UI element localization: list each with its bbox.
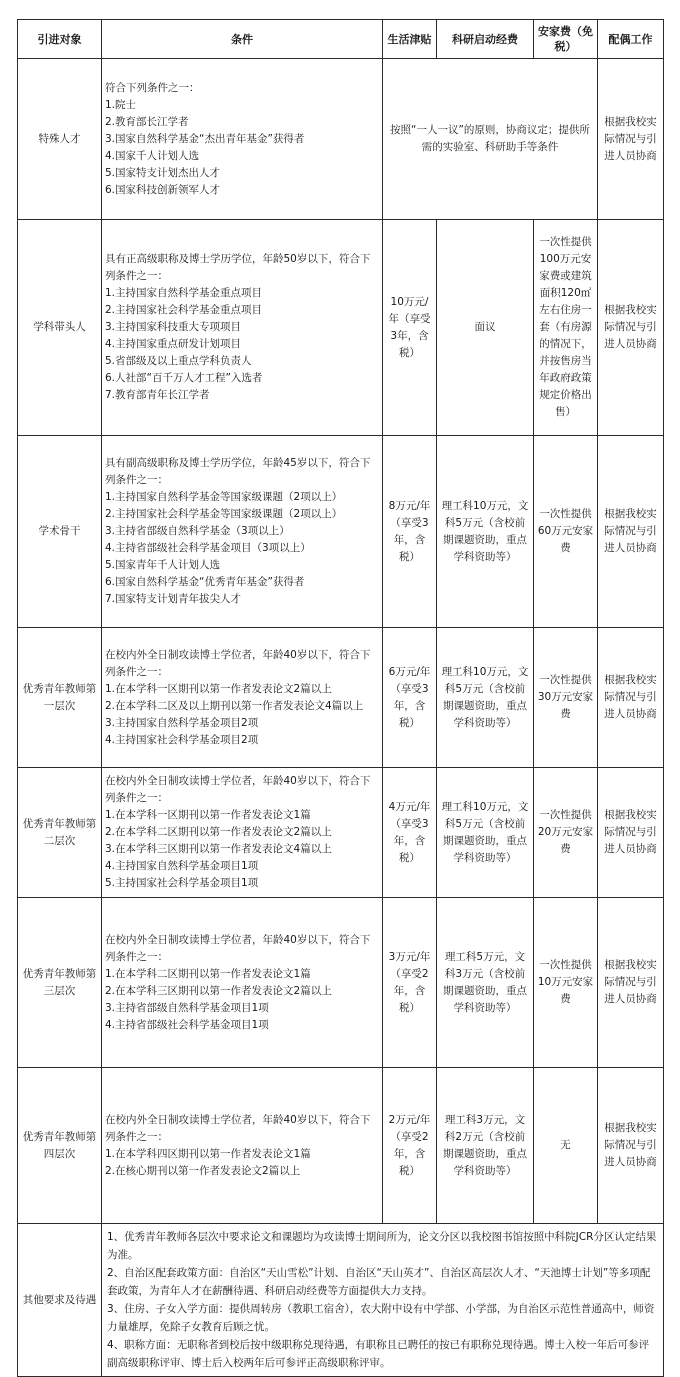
condition-item: 2.在本学科三区期刊以第一作者发表论文2篇以上 <box>105 984 332 997</box>
row-condition <box>102 628 383 768</box>
row-condition <box>102 1068 383 1224</box>
header-funding: 科研启动经费 <box>437 20 534 59</box>
row-target: 学科带头人 <box>18 220 102 436</box>
row-spouse: 根据我校实际情况与引进人员协商 <box>598 898 664 1068</box>
row-condition <box>102 768 383 898</box>
table-row <box>18 1224 664 1377</box>
row-spouse: 根据我校实际情况与引进人员协商 <box>598 220 664 436</box>
condition-item: 1.主持国家自然科学基金重点项目 <box>105 287 263 299</box>
header-condition: 条件 <box>102 20 383 59</box>
row-target: 特殊人才 <box>18 59 102 220</box>
condition-item: 1.主持国家自然科学基金等国家级课题（2项以上） <box>105 491 343 503</box>
condition-item: 3.主持省部级自然科学基金（3项以上） <box>105 525 290 537</box>
header-spouse: 配偶工作 <box>598 20 664 59</box>
condition-item: 1.在本学科一区期刊以第一作者发表论文1篇 <box>105 809 311 821</box>
condition-item: 2.教育部长江学者 <box>105 115 189 128</box>
condition-item: 6.国家科技创新领军人才 <box>105 183 221 196</box>
other-notes <box>102 1224 664 1377</box>
condition-item: 2.在本学科二区期刊以第一作者发表论文2篇以上 <box>105 826 332 838</box>
condition-item: 2.在本学科二区及以上期刊以第一作者发表论文4篇以上 <box>105 699 364 712</box>
row-funding: 理工科5万元，文科3万元（含校前期课题资助，重点学科资助等） <box>437 898 534 1068</box>
row-target: 优秀青年教师第二层次 <box>18 768 102 898</box>
row-settle: 一次性提供100万元安家费或建筑面积120㎡左右住房一套（有房源的情况下，并按售房当年政府政策规定价格出售） <box>534 220 598 436</box>
condition-item: 4.主持国家自然科学基金项目1项 <box>105 860 259 872</box>
condition-item: 1.在本学科二区期刊以第一作者发表论文1篇 <box>105 967 311 980</box>
row-condition <box>102 898 383 1068</box>
condition-item: 5.国家青年千人计划人选 <box>105 559 221 571</box>
row-allowance: 4万元/年（享受3年，含税） <box>383 768 437 898</box>
condition-item: 1.在本学科一区期刊以第一作者发表论文2篇以上 <box>105 682 332 695</box>
row-allowance: 8万元/年（享受3年，含税） <box>383 436 437 628</box>
condition-item: 3.主持国家科技重大专项项目 <box>105 321 242 333</box>
condition-item: 5.国家特支计划杰出人才 <box>105 166 221 179</box>
table-row <box>18 1068 664 1224</box>
talent-table <box>17 19 664 1377</box>
row-condition <box>102 59 383 220</box>
row-settle: 一次性提供30万元安家费 <box>534 628 598 768</box>
condition-intro: 在校内外全日制攻读博士学位者，年龄40岁以下，符合下列条件之一： <box>105 648 371 678</box>
table-row <box>18 898 664 1068</box>
note-item: 4、职称方面：无职称者到校后按中级职称兑现待遇，有职称且已聘任的按已有职称兑现待遇。博士入校一年后可参评副高级职称评审、博士后入校两年后可参评正高级职称评审。 <box>107 1339 650 1369</box>
table-row <box>18 768 664 898</box>
condition-item: 4.国家千人计划人选 <box>105 149 200 162</box>
row-condition <box>102 436 383 628</box>
condition-item: 3.国家自然科学基金“杰出青年基金”获得者 <box>105 132 305 145</box>
condition-item: 7.国家特支计划青年拔尖人才 <box>105 593 242 605</box>
condition-item: 1.院士 <box>105 98 137 111</box>
table-row <box>18 59 664 220</box>
row-spouse: 根据我校实际情况与引进人员协商 <box>598 1068 664 1224</box>
note-item: 1、优秀青年教师各层次中要求论文和课题均为攻读博士期间所为，论文分区以我校图书馆按照中科院JCR分区认定结果为准。 <box>107 1231 657 1261</box>
row-allowance: 6万元/年（享受3年，含税） <box>383 628 437 768</box>
row-allowance: 10万元/年（享受3年，含税） <box>383 220 437 436</box>
row-spouse: 根据我校实际情况与引进人员协商 <box>598 628 664 768</box>
table-row <box>18 436 664 628</box>
row-target: 其他要求及待遇 <box>18 1224 102 1377</box>
condition-item: 4.主持省部级社会科学基金项目（3项以上） <box>105 542 311 554</box>
condition-item: 2.主持国家社会科学基金重点项目 <box>105 304 263 316</box>
note-item: 3、住房、子女入学方面：提供周转房（教职工宿舍），农大附中设有中学部、小学部，为自治区示范性普通高中，师资力量雄厚，免除子女教育后顾之忧。 <box>107 1303 655 1333</box>
row-target: 优秀青年教师第一层次 <box>18 628 102 768</box>
row-condition <box>102 220 383 436</box>
table-row <box>18 220 664 436</box>
row-allowance: 2万元/年（享受2年，含税） <box>383 1068 437 1224</box>
row-spouse: 根据我校实际情况与引进人员协商 <box>598 768 664 898</box>
condition-item: 3.在本学科三区期刊以第一作者发表论文4篇以上 <box>105 843 332 855</box>
condition-item: 5.主持国家社会科学基金项目1项 <box>105 877 259 889</box>
condition-item: 7.教育部青年长江学者 <box>105 389 210 401</box>
condition-item: 4.主持国家社会科学基金项目2项 <box>105 733 259 746</box>
condition-item: 5.省部级及以上重点学科负责人 <box>105 355 252 367</box>
row-settle: 一次性提供20万元安家费 <box>534 768 598 898</box>
row-funding: 理工科10万元，文科5万元（含校前期课题资助，重点学科资助等） <box>437 768 534 898</box>
condition-intro: 具有副高级职称及博士学历学位，年龄45岁以下，符合下列条件之一： <box>105 457 371 486</box>
row-allowance: 3万元/年（享受2年，含税） <box>383 898 437 1068</box>
condition-item: 2.在核心期刊以第一作者发表论文2篇以上 <box>105 1164 301 1177</box>
header-target: 引进对象 <box>18 20 102 59</box>
note-item: 2、自治区配套政策方面：自治区“天山雪松”计划、自治区“天山英才”、自治区高层次人才、“天池博士计划”等多项配套政策，为青年人才在薪酬待遇、科研启动经费等方面提供大力支持。 <box>107 1267 651 1297</box>
condition-intro: 在校内外全日制攻读博士学位者，年龄40岁以下，符合下列条件之一： <box>105 775 371 804</box>
condition-item: 3.主持省部级自然科学基金项目1项 <box>105 1001 269 1014</box>
condition-item: 4.主持省部级社会科学基金项目1项 <box>105 1018 269 1031</box>
header-row <box>18 20 664 59</box>
row-settle: 一次性提供10万元安家费 <box>534 898 598 1068</box>
row-funding: 理工科10万元，文科5万元（含校前期课题资助，重点学科资助等） <box>437 628 534 768</box>
header-settle: 安家费（免税） <box>534 20 598 59</box>
table-row <box>18 628 664 768</box>
header-allowance: 生活津贴 <box>383 20 437 59</box>
row-funding: 面议 <box>437 220 534 436</box>
condition-intro: 符合下列条件之一： <box>105 81 200 94</box>
condition-intro: 具有正高级职称及博士学历学位，年龄50岁以下，符合下列条件之一： <box>105 253 371 282</box>
condition-item: 6.人社部“百千万人才工程”入选者 <box>105 372 263 384</box>
row-settle: 一次性提供60万元安家费 <box>534 436 598 628</box>
row-funding: 理工科10万元，文科5万元（含校前期课题资助，重点学科资助等） <box>437 436 534 628</box>
condition-item: 2.主持国家社会科学基金等国家级课题（2项以上） <box>105 508 343 520</box>
row-spouse: 根据我校实际情况与引进人员协商 <box>598 436 664 628</box>
condition-item: 6.国家自然科学基金“优秀青年基金”获得者 <box>105 576 305 588</box>
row-target: 优秀青年教师第四层次 <box>18 1068 102 1224</box>
condition-item: 1.在本学科四区期刊以第一作者发表论文1篇 <box>105 1147 311 1160</box>
condition-item: 3.主持国家自然科学基金项目2项 <box>105 716 259 729</box>
row-funding: 理工科3万元，文科2万元（含校前期课题资助，重点学科资助等） <box>437 1068 534 1224</box>
row-spouse: 根据我校实际情况与引进人员协商 <box>598 59 664 220</box>
condition-intro: 在校内外全日制攻读博士学位者，年龄40岁以下，符合下列条件之一： <box>105 1113 371 1143</box>
condition-intro: 在校内外全日制攻读博士学位者，年龄40岁以下，符合下列条件之一： <box>105 933 371 963</box>
row-merged-benefit: 按照“一人一议”的原则，协商议定；提供所需的实验室、科研助手等条件 <box>383 59 598 220</box>
row-target: 学术骨干 <box>18 436 102 628</box>
condition-item: 4.主持国家重点研发计划项目 <box>105 338 242 350</box>
row-settle: 无 <box>534 1068 598 1224</box>
row-target: 优秀青年教师第三层次 <box>18 898 102 1068</box>
